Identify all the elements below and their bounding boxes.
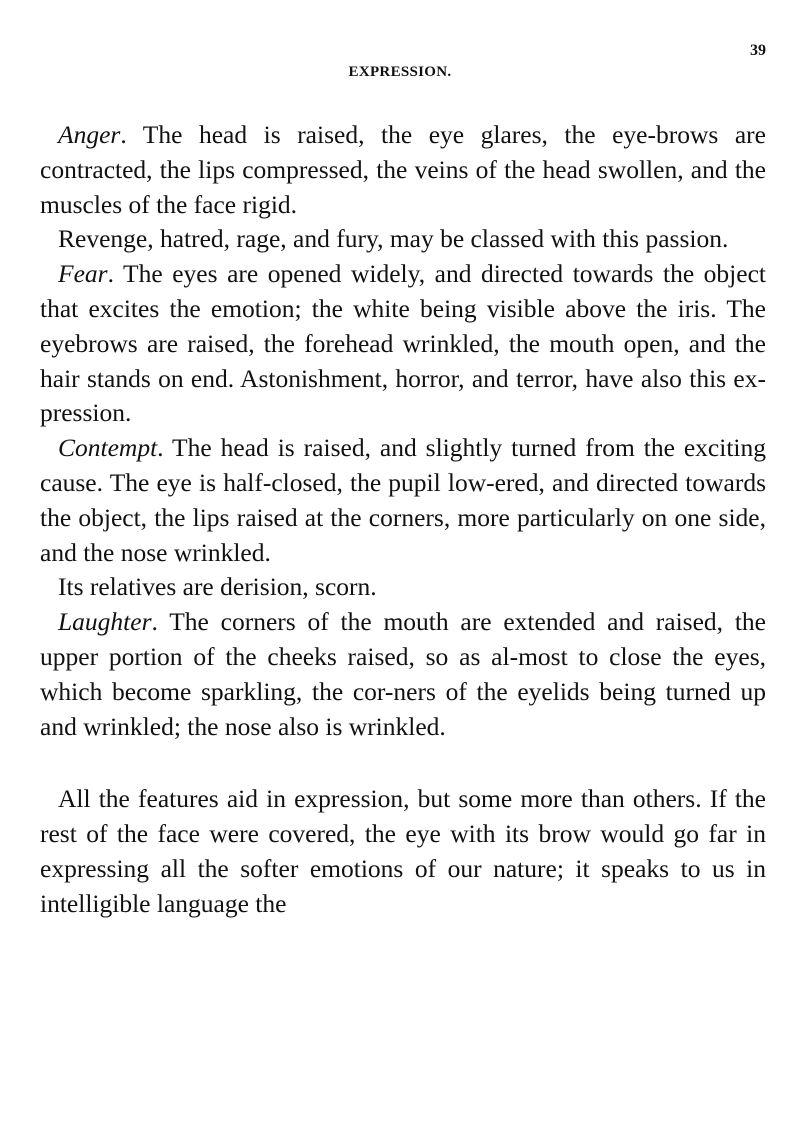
page-number: 39 — [750, 42, 766, 59]
paragraph-laughter-text: . The corners of the mouth are extended and raised, the upper portion of the cheeks raised, so as al-most to close the eyes, which become sparkling, the cor-ners of the eyelids being turned up and wrinkled; the nose also is wrinkled. — [40, 607, 766, 741]
term-fear: Fear — [58, 259, 108, 289]
paragraph-features — [40, 782, 766, 921]
paragraph-relatives-text: Its relatives are derision, scorn. — [58, 572, 377, 602]
paragraph-contempt-text: . The head is raised, and slightly turned from the exciting cause. The eye is half-closed, the pupil low-ered, and directed towards the object, the lips raised at the corners, more particularly on one side, and the nose wrinkled. — [40, 433, 766, 567]
term-contempt: Contempt — [58, 433, 158, 463]
body-text — [40, 118, 766, 922]
paragraph-anger — [40, 118, 766, 222]
term-anger: Anger — [58, 120, 121, 149]
paragraph-fear — [40, 257, 766, 431]
paragraph-relatives — [40, 570, 766, 605]
paragraph-revenge — [40, 222, 766, 257]
paragraph-revenge-text: Revenge, hatred, rage, and fury, may be classed with this passion. — [58, 224, 729, 254]
paragraph-contempt — [40, 431, 766, 570]
running-head: EXPRESSION. — [348, 64, 452, 80]
term-laughter: Laughter — [58, 607, 152, 637]
paragraph-laughter — [40, 605, 766, 744]
paragraph-fear-text: . The eyes are opened widely, and directed towards the object that excites the emotion; the white being visible above the iris. The eyebrows are raised, the forehead wrinkled, the mouth open, and the hair stands on end. Astonishment, horror, and terror, have also this ex-pression. — [40, 259, 766, 428]
paragraph-features-text: All the features aid in expression, but some more than others. If the rest of the face were covered, the eye with its brow would go far in expressing all the softer emotions of our nature; it speaks to us in intelligible language the — [40, 784, 766, 918]
paragraph-anger-text: . The head is raised, the eye glares, the eye-brows are contracted, the lips compressed, the veins of the head swollen, and the muscles of the face rigid. — [40, 120, 766, 219]
